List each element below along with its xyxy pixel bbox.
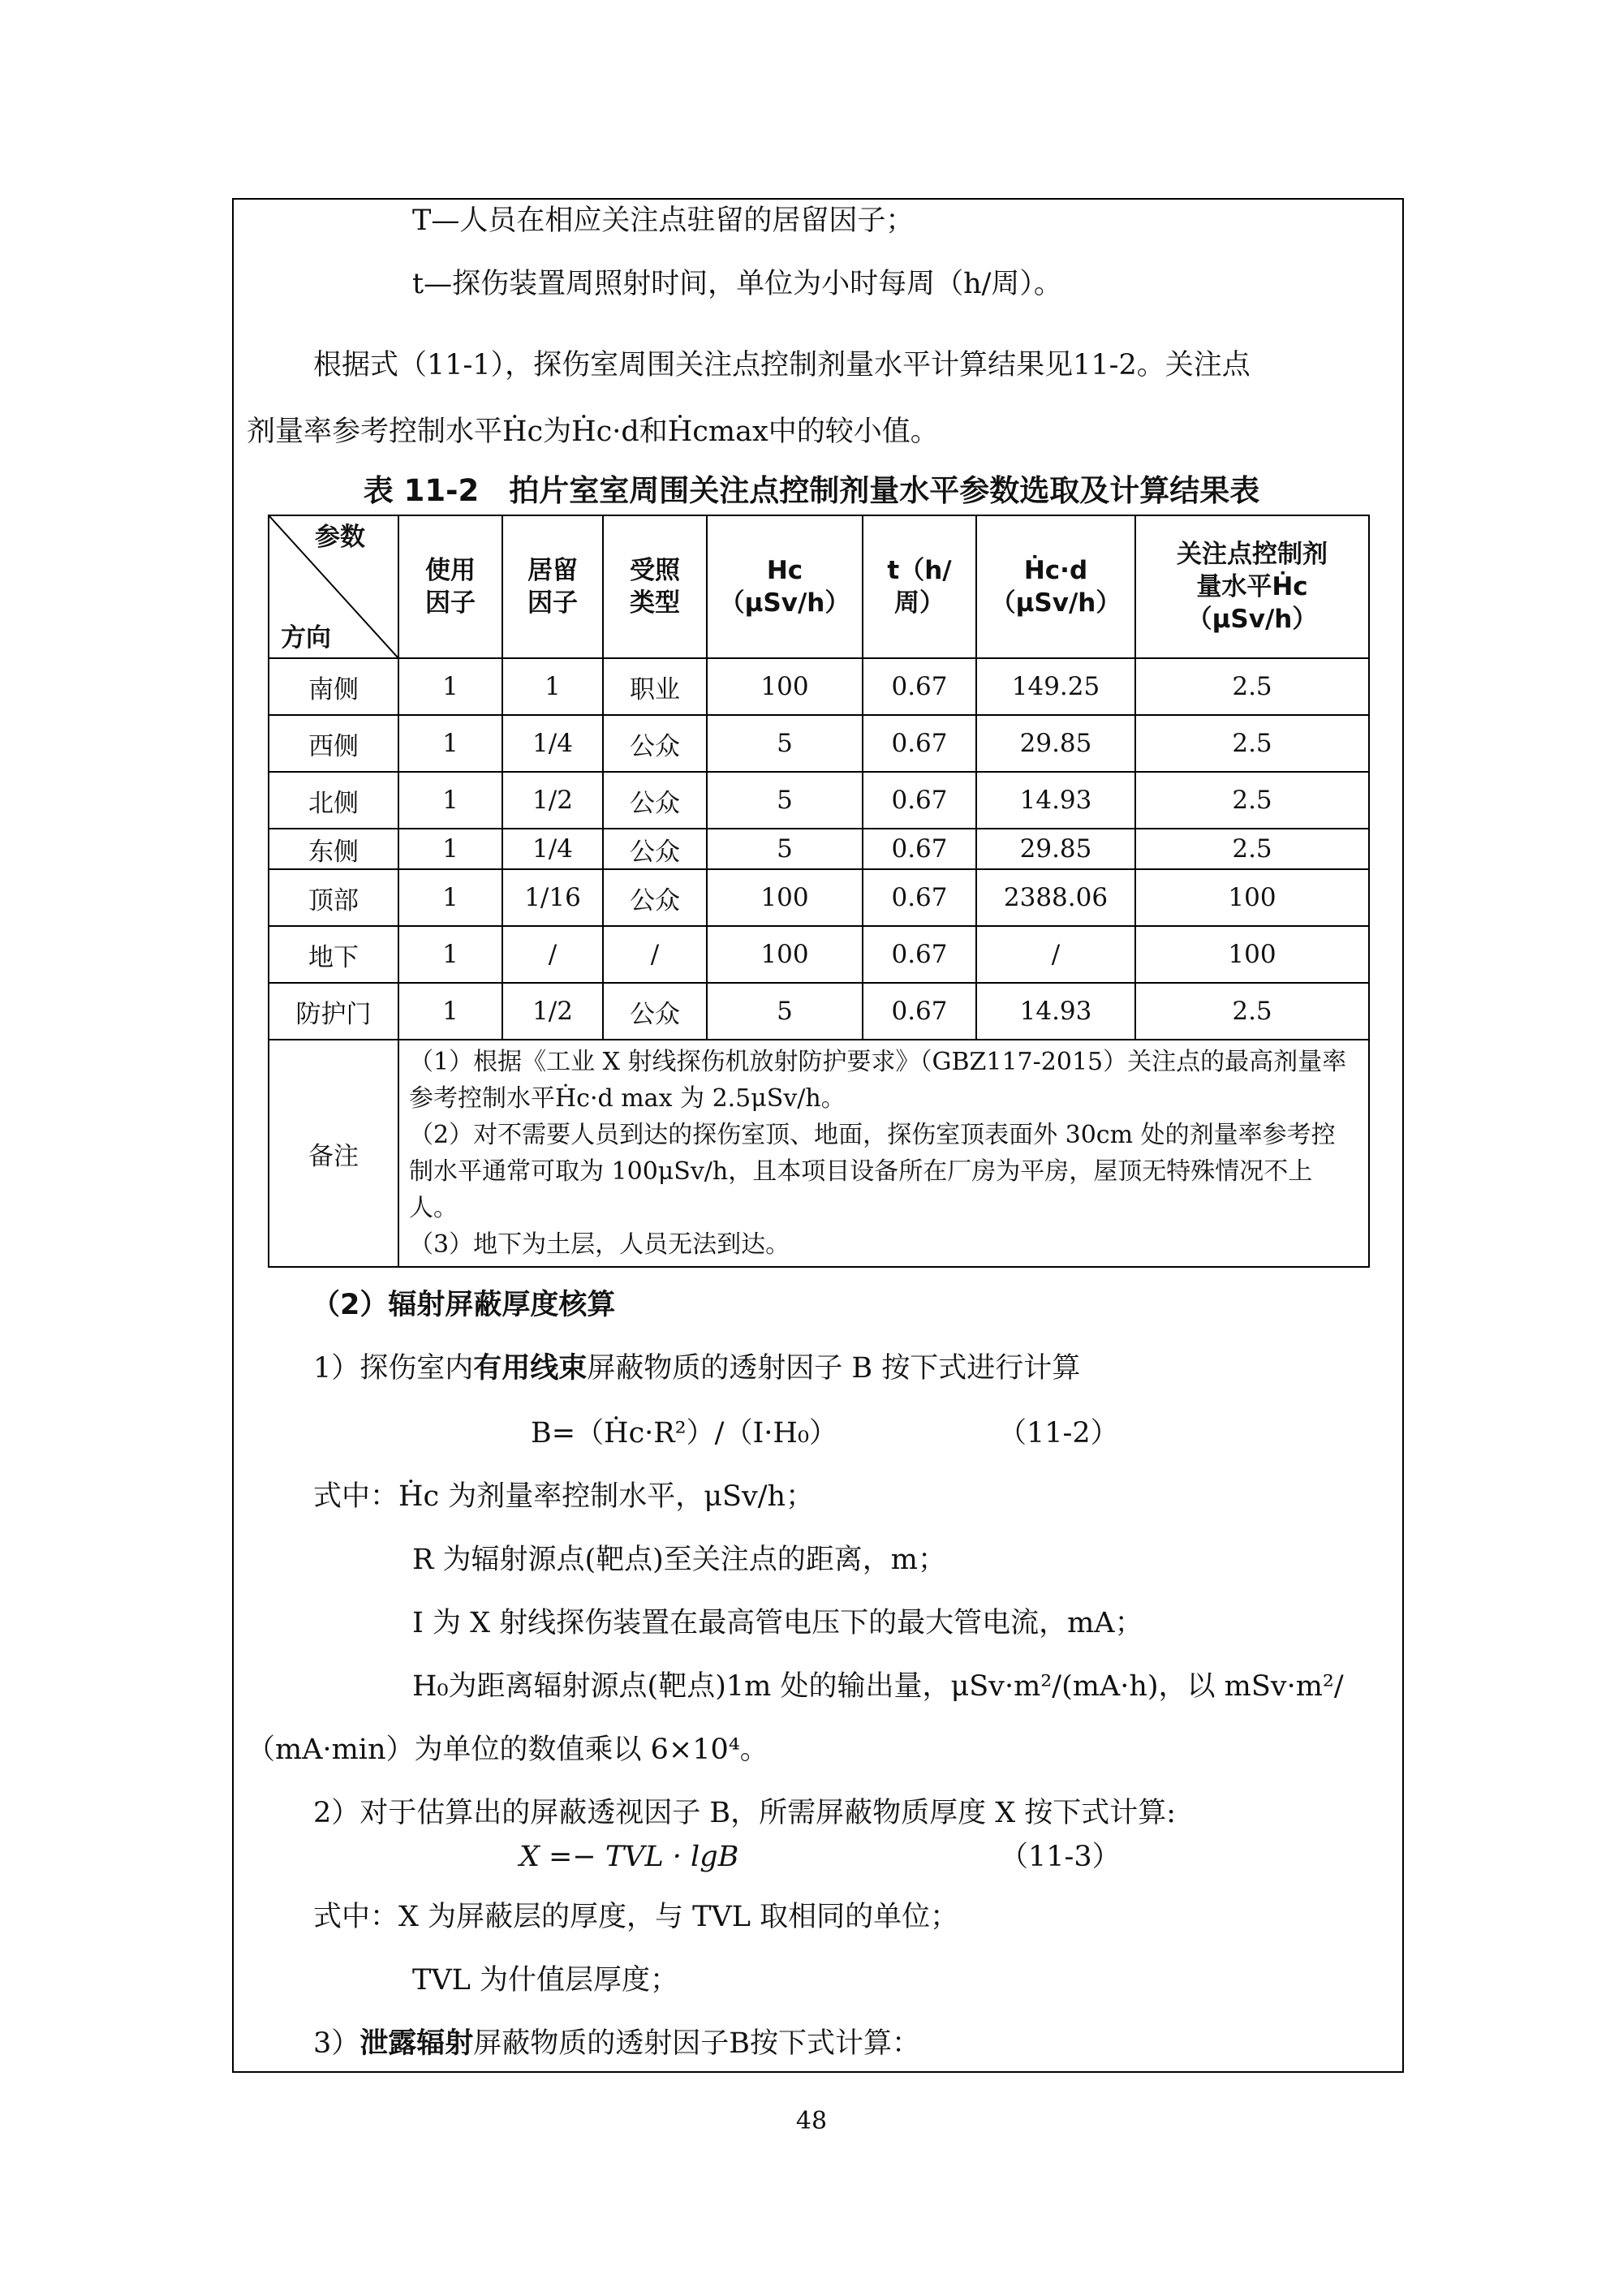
formula-11-2-number: （11-2） bbox=[998, 1417, 1119, 1450]
notes-content bbox=[398, 1040, 1369, 1267]
definition-R: R 为辐射源点(靶点)至关注点的距离，m； bbox=[412, 1544, 946, 1576]
definition-H0: H₀为距离辐射源点(靶点)1m 处的输出量，μSv·m²/(mA·h)，以 mSv·m²/ bbox=[412, 1670, 1344, 1703]
cell: 2.5 bbox=[1135, 772, 1369, 829]
definition-t: t—探伤装置周照射时间，单位为小时每周（h/周）。 bbox=[412, 268, 1062, 300]
header-text: Ḣc·d （μSv/h） bbox=[990, 556, 1121, 618]
cell: 1 bbox=[502, 658, 603, 715]
cell: 公众 bbox=[603, 869, 707, 926]
cell: / bbox=[976, 926, 1135, 983]
cell: / bbox=[603, 926, 707, 983]
cell-direction: 西侧 bbox=[269, 715, 398, 772]
cell: 2.5 bbox=[1135, 829, 1369, 869]
table-row bbox=[269, 983, 1369, 1040]
cell-direction: 南侧 bbox=[269, 658, 398, 715]
definition-H0-cont: （mA·min）为单位的数值乘以 6×10⁴。 bbox=[247, 1734, 768, 1766]
definition-I: I 为 X 射线探伤装置在最高管电压下的最大管电流，mA； bbox=[412, 1607, 1143, 1639]
cell: 14.93 bbox=[976, 983, 1135, 1040]
notes-label: 备注 bbox=[269, 1040, 398, 1267]
cell: 0.67 bbox=[863, 926, 976, 983]
cell: 100 bbox=[707, 869, 863, 926]
formula-11-3-number: （11-3） bbox=[1000, 1841, 1121, 1873]
corner-bottom-label: 方向 bbox=[281, 623, 331, 653]
header-text: Hc （μSv/h） bbox=[719, 556, 850, 618]
cell: 公众 bbox=[603, 772, 707, 829]
cell-direction: 东侧 bbox=[269, 829, 398, 869]
cell: 1 bbox=[398, 658, 502, 715]
cell-direction: 顶部 bbox=[269, 869, 398, 926]
cell: 1 bbox=[398, 983, 502, 1040]
cell: 5 bbox=[707, 983, 863, 1040]
cell: 1/4 bbox=[502, 715, 603, 772]
cell: 1 bbox=[398, 772, 502, 829]
cell: 5 bbox=[707, 829, 863, 869]
cell: 5 bbox=[707, 772, 863, 829]
cell: 1/4 bbox=[502, 829, 603, 869]
cell: 1 bbox=[398, 829, 502, 869]
p3-text: 屏蔽物质的透射因子B按下式计算： bbox=[473, 2027, 921, 2060]
definition-X: 式中：X 为屏蔽层的厚度，与 TVL 取相同的单位； bbox=[313, 1901, 959, 1933]
table-row bbox=[269, 926, 1369, 983]
cell: 0.67 bbox=[863, 658, 976, 715]
cell: 1 bbox=[398, 926, 502, 983]
cell: 29.85 bbox=[976, 829, 1135, 869]
cell: 100 bbox=[1135, 926, 1369, 983]
header-text: 居留 因子 bbox=[527, 556, 578, 618]
header-text: 受照 类型 bbox=[630, 556, 680, 618]
corner-header bbox=[269, 515, 398, 658]
corner-top-label: 参数 bbox=[315, 523, 365, 552]
cell-direction: 防护门 bbox=[269, 983, 398, 1040]
cell: 1 bbox=[398, 715, 502, 772]
cell: 1/2 bbox=[502, 983, 603, 1040]
formula-11-2: B=（Ḣc·R²）/（I·H₀） bbox=[531, 1417, 837, 1450]
table-row bbox=[269, 715, 1369, 772]
cell: 0.67 bbox=[863, 983, 976, 1040]
header-t bbox=[863, 515, 976, 658]
cell: 公众 bbox=[603, 829, 707, 869]
notes-row bbox=[269, 1040, 1369, 1267]
cell: 0.67 bbox=[863, 772, 976, 829]
cell: 149.25 bbox=[976, 658, 1135, 715]
p1-text: 1）探伤室内 bbox=[313, 1352, 474, 1385]
paragraph-2: 2）对于估算出的屏蔽透视因子 B，所需屏蔽物质厚度 X 按下式计算: bbox=[313, 1797, 1177, 1829]
table-row bbox=[269, 772, 1369, 829]
cell: 100 bbox=[707, 658, 863, 715]
p3-emphasis: 泄露辐射 bbox=[359, 2027, 474, 2060]
header-hc bbox=[707, 515, 863, 658]
note-2: （2）对不需要人员到达的探伤室顶、地面，探伤室顶表面外 30cm 处的剂量率参考控制水平通常可取为 100μSv/h，且本项目设备所在厂房为平房，屋顶无特殊情况不上人。 bbox=[409, 1121, 1336, 1222]
cell: 0.67 bbox=[863, 869, 976, 926]
paragraph-3 bbox=[313, 2026, 920, 2061]
p3-text: 3） bbox=[313, 2027, 360, 2060]
cell: 公众 bbox=[603, 983, 707, 1040]
p1-text: 屏蔽物质的透射因子 B 按下式进行计算 bbox=[587, 1352, 1081, 1385]
paragraph-reference-level: 剂量率参考控制水平Ḣc为Ḣc·d和Ḣcmax中的较小值。 bbox=[247, 416, 939, 448]
cell: 1/2 bbox=[502, 772, 603, 829]
definition-T: T—人员在相应关注点驻留的居留因子； bbox=[412, 205, 915, 237]
cell-direction: 北侧 bbox=[269, 772, 398, 829]
table-row bbox=[269, 658, 1369, 715]
cell: 0.67 bbox=[863, 715, 976, 772]
dose-level-table bbox=[268, 515, 1370, 1268]
p1-emphasis: 有用线束 bbox=[473, 1352, 588, 1385]
cell: 100 bbox=[1135, 869, 1369, 926]
cell: 职业 bbox=[603, 658, 707, 715]
header-text: 关注点控制剂 量水平Ḣc （μSv/h） bbox=[1177, 540, 1328, 634]
page-number: 48 bbox=[795, 2107, 828, 2135]
cell: 5 bbox=[707, 715, 863, 772]
header-exposure-type bbox=[603, 515, 707, 658]
cell: 14.93 bbox=[976, 772, 1135, 829]
note-1: （1）根据《工业 X 射线探伤机放射防护要求》（GBZ117-2015）关注点的最高剂量率参考控制水平Ḣc·d max 为 2.5μSv/h。 bbox=[409, 1048, 1347, 1113]
paragraph-result-ref: 根据式（11-1），探伤室周围关注点控制剂量水平计算结果见11-2。关注点 bbox=[313, 349, 1251, 381]
note-3: （3）地下为土层，人员无法到达。 bbox=[409, 1230, 790, 1259]
cell: 2.5 bbox=[1135, 715, 1369, 772]
header-occupancy-factor bbox=[502, 515, 603, 658]
header-text: 使用 因子 bbox=[425, 556, 476, 618]
paragraph-1 bbox=[313, 1350, 1080, 1386]
cell: 1 bbox=[398, 869, 502, 926]
table-row bbox=[269, 869, 1369, 926]
header-text: t（h/ 周） bbox=[887, 556, 952, 618]
definition-hc: 式中：Ḣc 为剂量率控制水平，μSv/h； bbox=[313, 1480, 815, 1513]
cell: 2.5 bbox=[1135, 983, 1369, 1040]
cell: 29.85 bbox=[976, 715, 1135, 772]
formula-11-3: X =− TVL · lgB bbox=[519, 1841, 739, 1873]
table-header-row bbox=[269, 515, 1369, 658]
cell-direction: 地下 bbox=[269, 926, 398, 983]
table-caption: 表 11-2 拍片室室周围关注点控制剂量水平参数选取及计算结果表 bbox=[363, 473, 1260, 508]
definition-TVL: TVL 为什值层厚度； bbox=[412, 1964, 678, 1997]
header-usage-factor bbox=[398, 515, 502, 658]
cell: 1/16 bbox=[502, 869, 603, 926]
section-title: （2）辐射屏蔽厚度核算 bbox=[312, 1289, 616, 1321]
cell: 100 bbox=[707, 926, 863, 983]
cell: 0.67 bbox=[863, 829, 976, 869]
header-control-level bbox=[1135, 515, 1369, 658]
cell: / bbox=[502, 926, 603, 983]
table-row bbox=[269, 829, 1369, 869]
cell: 公众 bbox=[603, 715, 707, 772]
cell: 2.5 bbox=[1135, 658, 1369, 715]
cell: 2388.06 bbox=[976, 869, 1135, 926]
header-hcd bbox=[976, 515, 1135, 658]
